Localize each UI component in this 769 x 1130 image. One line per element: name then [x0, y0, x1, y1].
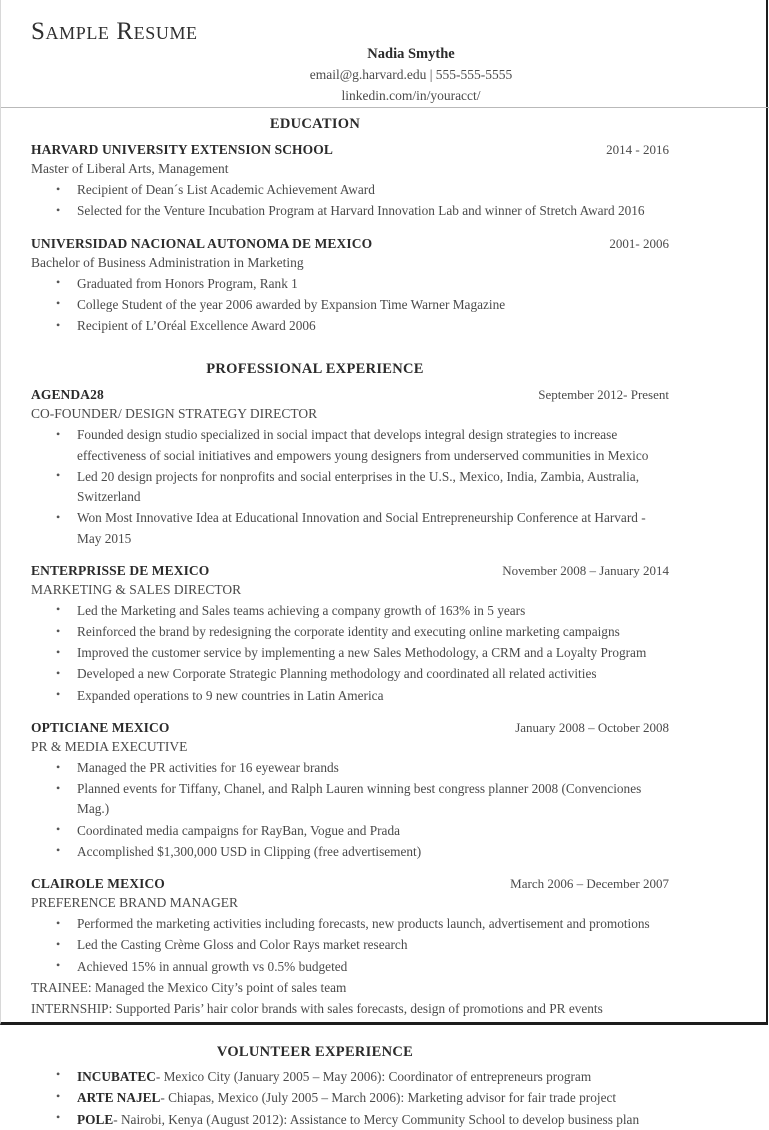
education-entry [31, 142, 669, 222]
entry-header [31, 142, 669, 158]
volunteer-detail: - Mexico City (January 2005 – May 2006): Coordinator of entrepreneurs program [155, 1068, 592, 1084]
list-item: • Graduated from Honors Program, Rank 1 [31, 274, 669, 294]
list-item: • Founded design studio specialized in social impact that develops integral design strategies to increase effectiveness of social initiatives and empowers young designers from underserved communities in Mexico [31, 425, 669, 465]
volunteer-bullet-list [31, 1066, 669, 1130]
list-item: • Reinforced the brand by redesigning the corporate identity and executing online marketing campaigns [31, 622, 669, 642]
list-item [31, 1066, 669, 1088]
entry-organization: HARVARD UNIVERSITY EXTENSION SCHOOL [31, 142, 333, 157]
entry-bullet-list [31, 180, 669, 221]
list-item: • Achieved 15% in annual growth vs 0.5% budgeted [31, 957, 669, 977]
list-item [31, 1087, 669, 1109]
entry-subtitle: Bachelor of Business Administration in Marketing [31, 254, 304, 270]
resume-header [31, 0, 669, 103]
entry-date: March 2006 – December 2007 [510, 876, 669, 892]
entry-bullet-list [31, 758, 669, 862]
experience-entry [31, 876, 669, 1019]
page-title: Sample Resume [31, 18, 198, 45]
list-item: • Selected for the Venture Incubation Program at Harvard Innovation Lab and winner of Stretch Award 2016 [31, 201, 669, 221]
list-item: • Recipient of L’Oréal Excellence Award 2006 [31, 316, 669, 336]
candidate-name: Nadia Smythe [367, 46, 455, 62]
list-item: • Developed a new Corporate Strategic Planning methodology and coordinated all related activities [31, 664, 669, 684]
entry-organization: OPTICIANE MEXICO [31, 719, 170, 735]
entry-trainee-line: TRAINEE: Managed the Mexico City’s point of sales team [31, 979, 347, 995]
list-item: • Accomplished $1,300,000 USD in Clipping (free advertisement) [31, 842, 669, 862]
volunteer-detail: - Nairobi, Kenya (August 2012): Assistance to Mercy Community School to develop business plan [113, 1111, 640, 1127]
entry-header [31, 236, 669, 252]
list-item [31, 1109, 669, 1130]
entry-organization: ENTERPRISSE DE MEXICO [31, 562, 210, 578]
list-item: • Coordinated media campaigns for RayBan, Vogue and Prada [31, 821, 669, 841]
section-heading-experience: PROFESSIONAL EXPERIENCE [206, 361, 424, 378]
experience-entry [31, 387, 669, 548]
section-heading-volunteer: VOLUNTEER EXPERIENCE [216, 1043, 414, 1060]
entry-header [31, 876, 669, 892]
section-volunteer-experience [31, 1044, 669, 1130]
list-item: • Led the Marketing and Sales teams achieving a company growth of 163% in 5 years [31, 601, 669, 621]
list-item: • Expanded operations to 9 new countries in Latin America [31, 686, 669, 706]
list-item: • Managed the PR activities for 16 eyewear brands [31, 758, 669, 778]
list-item: • Planned events for Tiffany, Chanel, and Ralph Lauren winning best congress planner 2008 (Convenciones Mag.) [31, 779, 669, 819]
entry-organization: UNIVERSIDAD NACIONAL AUTONOMA DE MEXICO [31, 235, 373, 251]
experience-entry [31, 563, 669, 706]
experience-entry [31, 720, 669, 862]
resume-content [1, 0, 769, 1130]
list-item: • Won Most Innovative Idea at Educational Innovation and Social Entrepreneurship Conference at Harvard - May 2015 [31, 508, 669, 548]
entry-bullet-list [31, 914, 669, 977]
list-item: • Recipient of Dean´s List Academic Achievement Award [31, 180, 669, 200]
volunteer-organization: INCUBATEC [77, 1068, 156, 1084]
volunteer-organization: ARTE NAJEL [77, 1090, 161, 1106]
entry-subtitle: MARKETING & SALES DIRECTOR [31, 581, 242, 597]
entry-bullet-list [31, 425, 669, 548]
entry-bullet-list [31, 274, 669, 337]
volunteer-organization: POLE [77, 1111, 114, 1127]
entry-date: January 2008 – October 2008 [515, 719, 669, 735]
entry-date: 2014 - 2016 [606, 142, 669, 157]
entry-subtitle: PR & MEDIA EXECUTIVE [31, 738, 188, 754]
entry-header [31, 387, 669, 403]
entry-header [31, 720, 669, 736]
contact-block [181, 44, 641, 107]
contact-linkedin: linkedin.com/in/youracct/ [341, 87, 481, 103]
section-education [31, 116, 669, 336]
entry-internship-line: INTERNSHIP: Supported Paris’ hair color brands with sales forecasts, design of promotions and PR events [31, 1000, 603, 1016]
entry-subtitle: Master of Liberal Arts, Management [31, 161, 229, 176]
list-item: • Performed the marketing activities including forecasts, new products launch, advertisement and promotions [31, 914, 669, 934]
entry-organization: CLAIROLE MEXICO [31, 876, 165, 892]
section-heading-education: EDUCATION [269, 116, 361, 132]
entry-organization: AGENDA28 [31, 387, 104, 403]
entry-date: 2001- 2006 [609, 235, 669, 251]
section-professional-experience [31, 361, 669, 1018]
entry-date: September 2012- Present [538, 387, 669, 403]
entry-header [31, 563, 669, 579]
education-entry [31, 236, 669, 337]
header-divider [1, 107, 769, 108]
entry-subtitle: CO-FOUNDER/ DESIGN STRATEGY DIRECTOR [31, 406, 318, 422]
list-item: • Improved the customer service by implementing a new Sales Methodology, a CRM and a Loyalty Program [31, 643, 669, 663]
list-item: • Led the Casting Crème Gloss and Color Rays market research [31, 935, 669, 955]
list-item: • College Student of the year 2006 awarded by Expansion Time Warner Magazine [31, 295, 669, 315]
entry-date: November 2008 – January 2014 [502, 562, 669, 578]
entry-bullet-list [31, 601, 669, 706]
entry-subtitle: PREFERENCE BRAND MANAGER [31, 895, 239, 911]
volunteer-detail: - Chiapas, Mexico (July 2005 – March 2006): Marketing advisor for fair trade project [160, 1090, 617, 1106]
contact-email-phone: email@g.harvard.edu | 555-555-5555 [309, 67, 513, 83]
list-item: • Led 20 design projects for nonprofits and social enterprises in the U.S., Mexico, India, Zambia, Australia, Switzerland [31, 467, 669, 507]
